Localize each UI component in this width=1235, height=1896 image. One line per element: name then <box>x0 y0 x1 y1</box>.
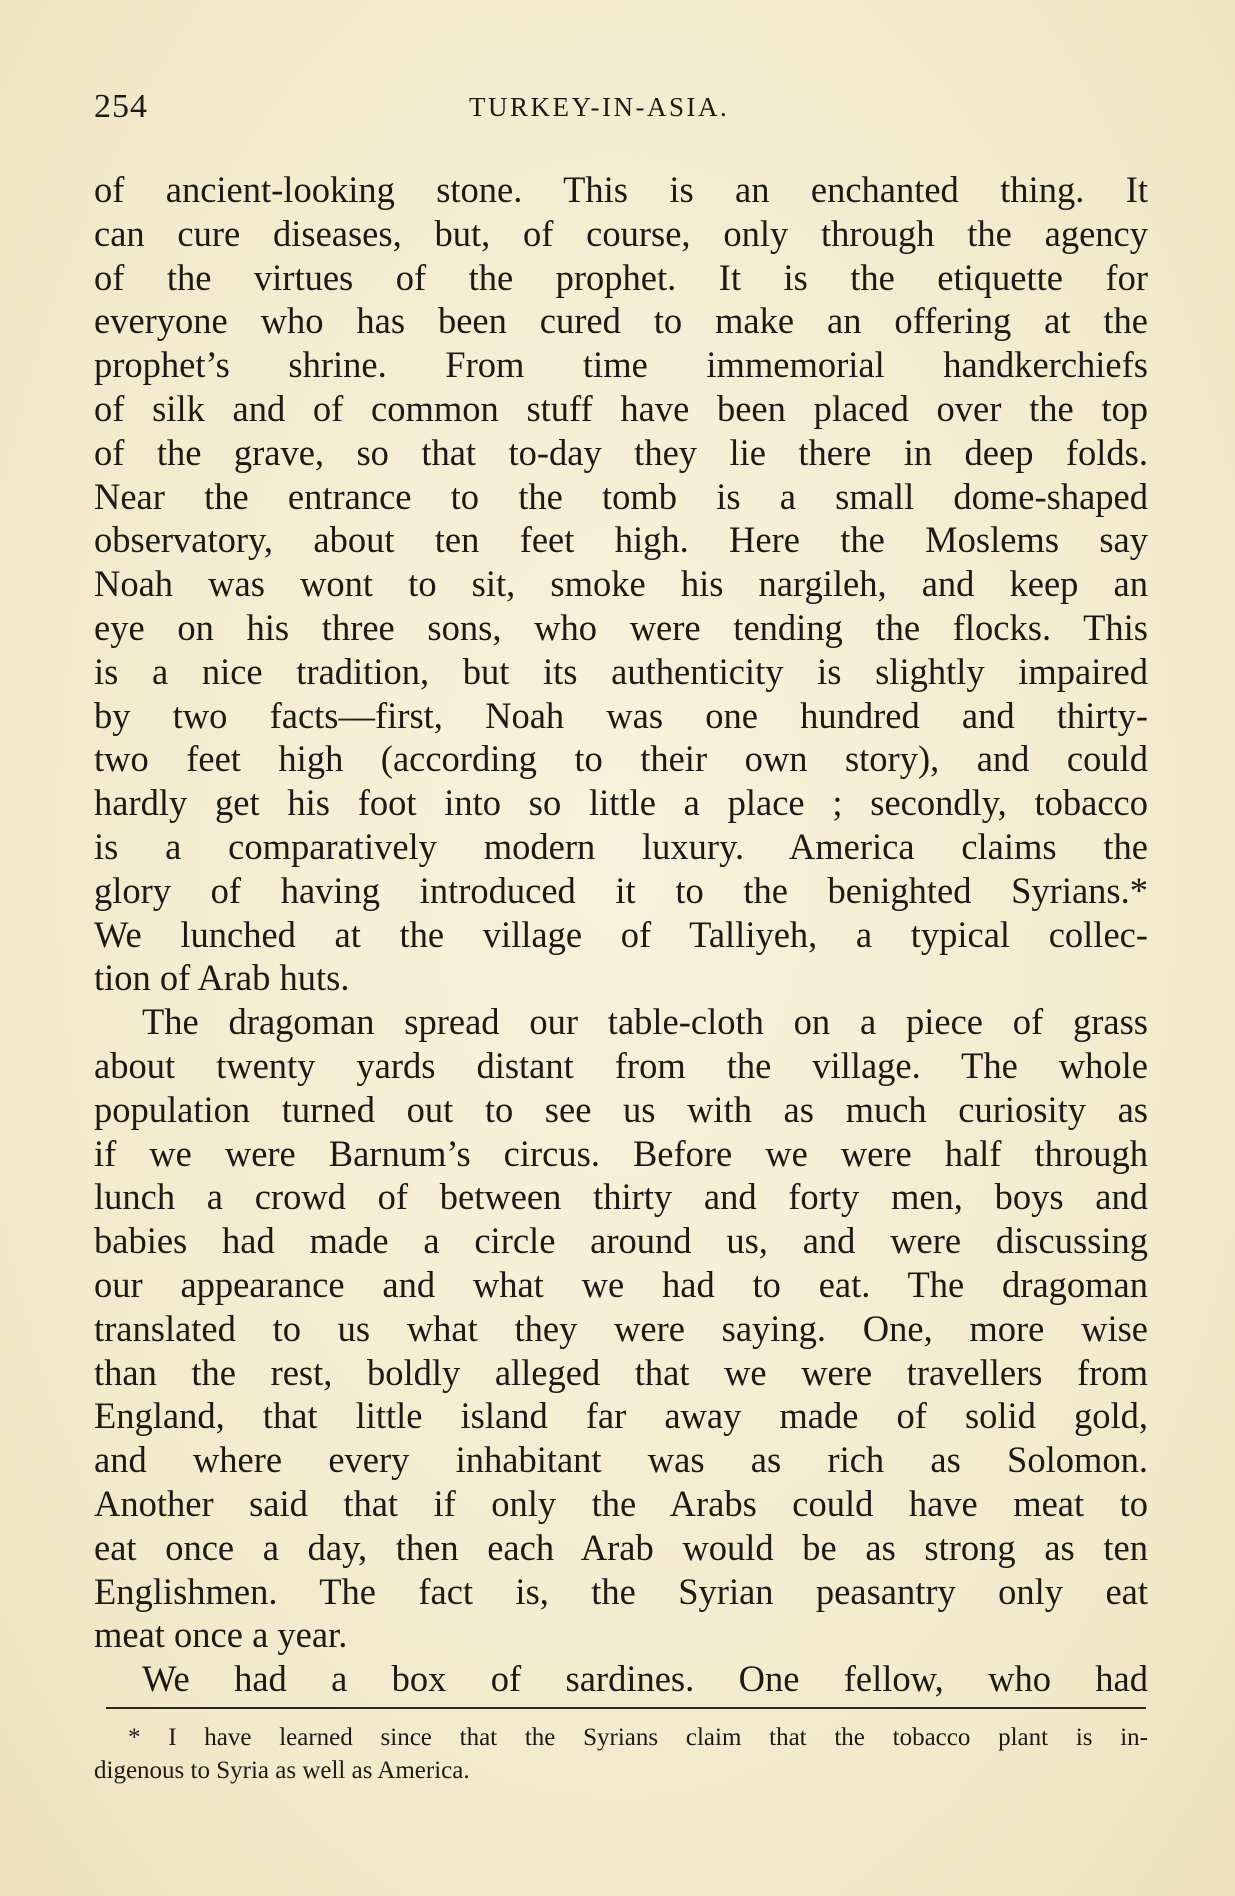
text-line: of silk and of common stuff have been placed over the top <box>94 387 1148 429</box>
text-line: everyone who has been cured to make an offering at the <box>94 300 1148 342</box>
text-line: of ancient-looking stone. This is an enchanted thing. It <box>94 169 1148 210</box>
text-line: translated to us what they were saying. One, more wise <box>94 1307 1148 1349</box>
text-line: lunch a crowd of between thirty and forty men, boys and <box>94 1176 1148 1218</box>
text-line: observatory, about ten feet high. Here the Moslems say <box>94 519 1148 561</box>
text-line: our appearance and what we had to eat. The dragoman <box>94 1263 1148 1305</box>
footnote-line: * I have learned since that the Syrians claim that the tobacco plant is in- <box>128 1724 1148 1751</box>
footnote-divider <box>106 1707 1146 1709</box>
running-title: TURKEY-IN-ASIA. <box>469 92 730 122</box>
text-line: population turned out to see us with as much curiosity as <box>94 1088 1148 1130</box>
text-line: We lunched at the village of Talliyeh, a typical collec- <box>94 913 1148 955</box>
text-line: babies had made a circle around us, and were discussing <box>94 1220 1148 1262</box>
text-line: is a comparatively modern luxury. America claims the <box>94 825 1148 867</box>
running-head <box>94 88 1144 128</box>
text-line: Noah was wont to sit, smoke his nargileh, and keep an <box>94 563 1148 605</box>
text-line: about twenty yards distant from the village. The whole <box>94 1044 1148 1086</box>
text-line: meat once a year. <box>94 1614 348 1656</box>
footnote <box>94 1721 1148 1787</box>
text-line: prophet’s shrine. From time immemorial handkerchiefs <box>94 344 1148 386</box>
text-line: Another said that if only the Arabs could have meat to <box>94 1482 1148 1524</box>
text-line: than the rest, boldly alleged that we were travellers from <box>94 1351 1148 1393</box>
text-line: if we were Barnum’s circus. Before we were half through <box>94 1132 1148 1174</box>
text-line: Near the entrance to the tomb is a small dome-shaped <box>94 475 1148 517</box>
text-line: of the virtues of the prophet. It is the etiquette for <box>94 256 1148 298</box>
text-line: hardly get his foot into so little a place ; secondly, tobacco <box>94 782 1148 824</box>
text-line: eat once a day, then each Arab would be as strong as ten <box>94 1526 1148 1568</box>
text-line: of the grave, so that to-day they lie there in deep folds. <box>94 431 1148 473</box>
text-line: two feet high (according to their own story), and could <box>94 738 1148 780</box>
text-line: We had a box of sardines. One fellow, who had <box>142 1658 1148 1700</box>
text-line: eye on his three sons, who were tending the flocks. This <box>94 606 1148 648</box>
page-number: 254 <box>94 88 148 125</box>
footnote-line: digenous to Syria as well as America. <box>94 1757 470 1784</box>
text-line: by two facts—first, Noah was one hundred and thirty- <box>94 694 1148 736</box>
text-line: Englishmen. The fact is, the Syrian peasantry only eat <box>94 1570 1148 1612</box>
text-line: and where every inhabitant was as rich as Solomon. <box>94 1439 1148 1481</box>
text-line: tion of Arab huts. <box>94 957 350 999</box>
text-line: can cure diseases, but, of course, only through the agency <box>94 212 1148 254</box>
text-line: is a nice tradition, but its authenticity is slightly impaired <box>94 650 1148 692</box>
text-line: glory of having introduced it to the benighted Syrians.* <box>94 869 1148 911</box>
body-text <box>94 168 1148 1701</box>
text-line: England, that little island far away made of solid gold, <box>94 1395 1148 1437</box>
text-line: The dragoman spread our table-cloth on a piece of grass <box>142 1001 1148 1043</box>
